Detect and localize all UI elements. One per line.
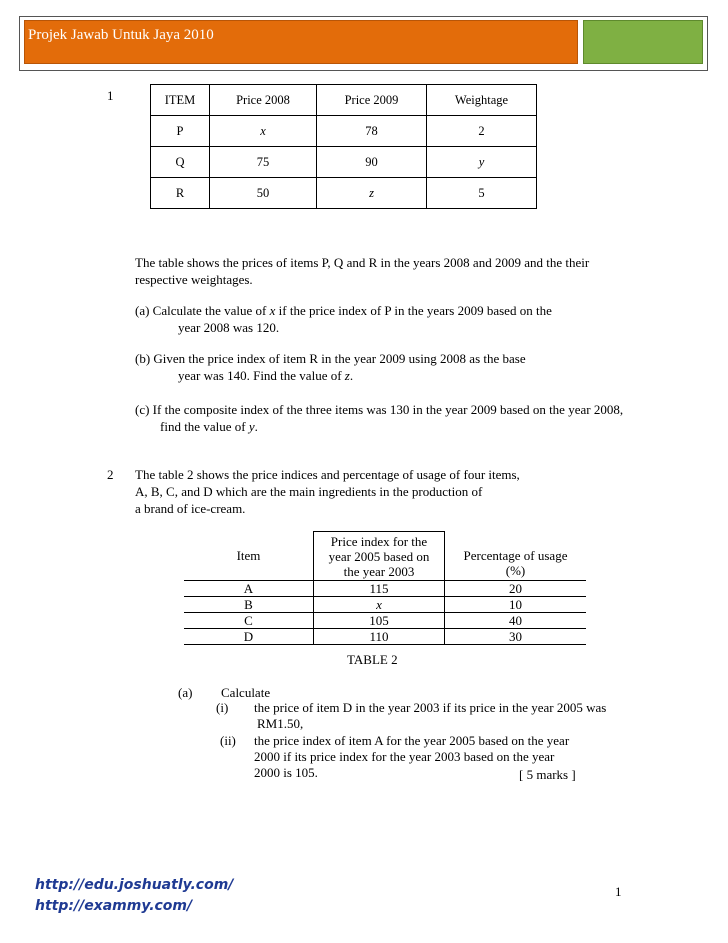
table-header-row	[151, 85, 537, 116]
table-header-cell: Price 2009	[317, 85, 427, 116]
table-cell: 20	[445, 581, 587, 597]
q2-part-ii-line: 2000 is 105.	[254, 765, 318, 780]
question-1-number: 1	[107, 88, 114, 103]
table-cell: 115	[314, 581, 445, 597]
table-header-row	[184, 532, 586, 581]
q2-part-ii-line: the price index of item A for the year 2005 based on the year	[254, 733, 570, 748]
table-header-cell: Price 2008	[210, 85, 317, 116]
q1-part-b-line: year was 140. Find the value of z.	[178, 368, 354, 383]
q1-part-b-line: (b) Given the price index of item R in the year 2009 using 2008 as the base	[135, 351, 526, 366]
q2-intro-line: A, B, C, and D which are the main ingredients in the production of	[135, 484, 483, 499]
q2-part-ii-label: (ii)	[220, 733, 236, 748]
table-row	[184, 597, 586, 613]
table-header-cell: ITEM	[151, 85, 210, 116]
table-cell: R	[151, 178, 210, 209]
q1-part-c-line: find the value of y.	[160, 419, 258, 434]
table-cell: C	[184, 613, 314, 629]
table-header-cell: Price index for the year 2005 based on the year 2003	[314, 532, 445, 581]
table-cell: P	[151, 116, 210, 147]
footer-link-exammy[interactable]: http://exammy.com/	[35, 898, 193, 914]
table-cell: 5	[427, 178, 537, 209]
table-row	[184, 629, 586, 645]
table-row	[151, 116, 537, 147]
table-cell: 110	[314, 629, 445, 645]
marks-label: [ 5 marks ]	[519, 767, 576, 782]
table-header-cell: Item	[184, 532, 314, 581]
q2-part-i-label: (i)	[216, 700, 229, 715]
table-2-caption: TABLE 2	[347, 652, 398, 667]
q2-part-ii-line: 2000 if its price index for the year 2003 based on the year	[254, 749, 555, 764]
table-cell: 50	[210, 178, 317, 209]
q2-intro-line: a brand of ice-cream.	[135, 501, 246, 516]
table-cell: 78	[317, 116, 427, 147]
page-number: 1	[615, 884, 622, 899]
table-cell: x	[314, 597, 445, 613]
table-cell: 90	[317, 147, 427, 178]
q2-part-i	[254, 700, 606, 732]
q2-price-index-table	[184, 531, 586, 645]
q2-part-i-line: the price of item D in the year 2003 if its price in the year 2005 was	[254, 700, 607, 715]
table-cell: D	[184, 629, 314, 645]
q1-intro	[135, 255, 589, 288]
table-cell: 10	[445, 597, 587, 613]
table-cell: B	[184, 597, 314, 613]
table-cell: Q	[151, 147, 210, 178]
q1-part-a	[135, 303, 552, 336]
table-row	[184, 613, 586, 629]
table-header-cell: Weightage	[427, 85, 537, 116]
header-accent-block	[583, 20, 703, 64]
q2-intro-line: The table 2 shows the price indices and percentage of usage of four items,	[135, 467, 520, 482]
q1-part-b	[135, 351, 526, 384]
header-title: Projek Jawab Untuk Jaya 2010	[28, 27, 214, 43]
q1-part-c-line: (c) If the composite index of the three items was 130 in the year 2009 based on the year 2008,	[135, 402, 624, 417]
table-cell: 2	[427, 116, 537, 147]
table-header-cell: Percentage of usage (%)	[445, 532, 587, 581]
table-row	[151, 147, 537, 178]
q1-intro-line: respective weightages.	[135, 272, 253, 287]
q2-part-a-label: (a)	[178, 685, 193, 700]
q1-intro-line: The table shows the prices of items P, Q and R in the years 2008 and 2009 and the their	[135, 255, 590, 270]
table-cell: y	[427, 147, 537, 178]
table-cell: z	[317, 178, 427, 209]
q2-intro	[135, 467, 520, 517]
table-cell: 30	[445, 629, 587, 645]
table-cell: 105	[314, 613, 445, 629]
q1-part-a-line: (a) Calculate the value of x if the price index of P in the years 2009 based on the	[135, 303, 552, 318]
table-cell: 40	[445, 613, 587, 629]
q2-part-a-text: Calculate	[221, 685, 271, 700]
q2-part-i-line: RM1.50,	[257, 716, 304, 731]
table-cell: 75	[210, 147, 317, 178]
q1-part-a-line: year 2008 was 120.	[178, 320, 280, 335]
table-cell: A	[184, 581, 314, 597]
footer-link-joshuatly[interactable]: http://edu.joshuatly.com/	[35, 877, 234, 893]
table-row	[184, 581, 586, 597]
q1-price-table	[150, 84, 537, 209]
q1-part-c	[135, 402, 623, 435]
question-2-number: 2	[107, 467, 114, 482]
table-cell: x	[210, 116, 317, 147]
table-row	[151, 178, 537, 209]
